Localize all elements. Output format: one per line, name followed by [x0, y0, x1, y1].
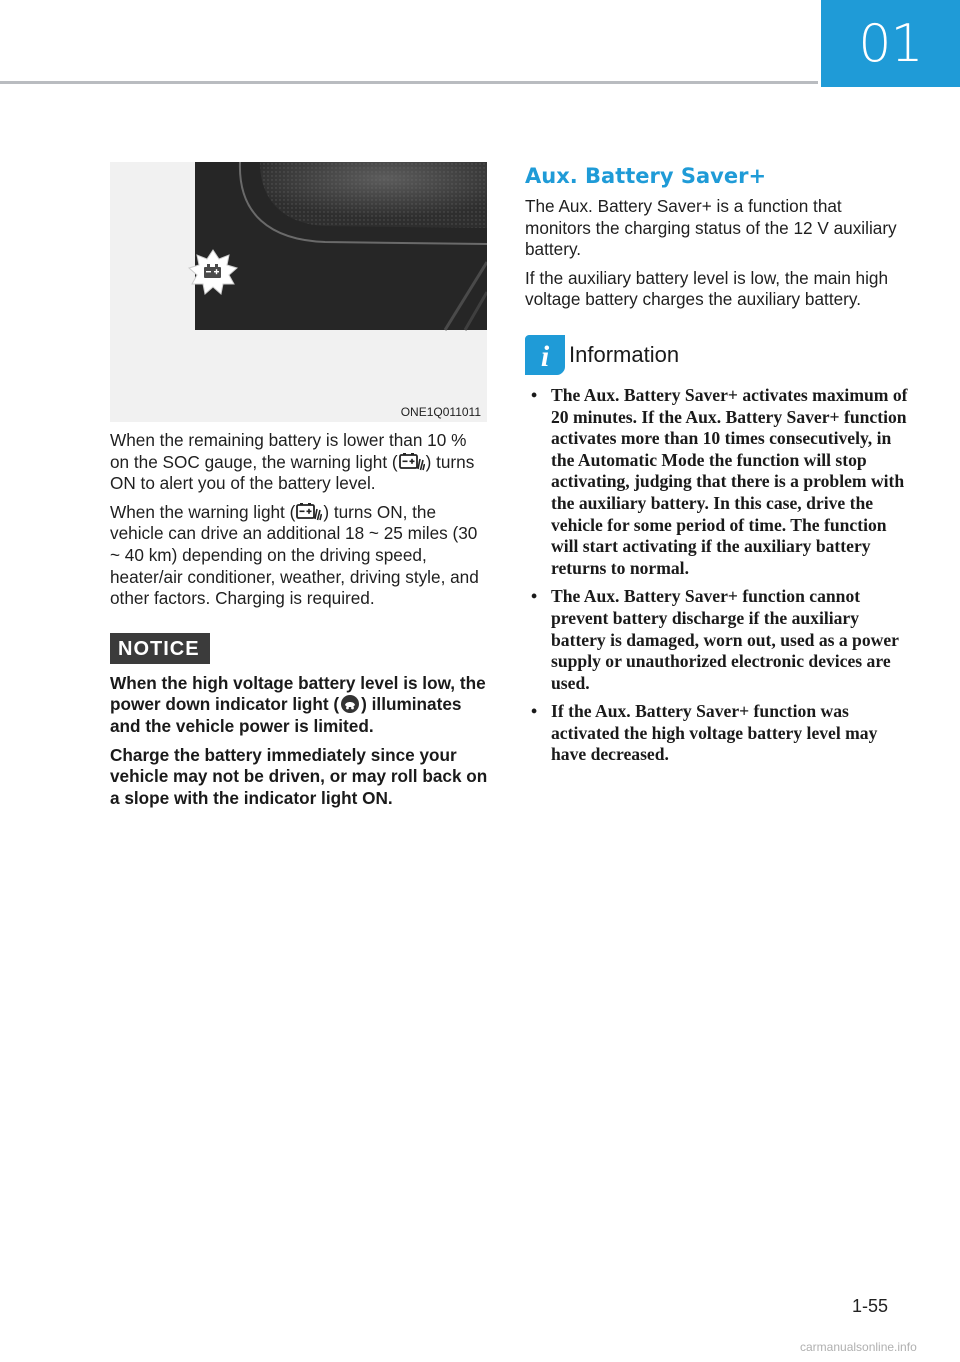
notice-badge: NOTICE [110, 633, 210, 664]
svg-text:i: i [540, 339, 550, 373]
dashboard-figure [110, 162, 487, 422]
list-item: • The Aux. Battery Saver+ function cannot prevent battery discharge if the auxiliary battery is damaged, worn out, used as a power supply or unauthorized electronic devices are used. [525, 586, 910, 694]
notice-paragraph-2: Charge the battery immediately since your vehicle may not be driven, or may roll back on a slope with the indicator light ON. [110, 744, 488, 808]
battery-warning-paragraph [110, 430, 490, 495]
figure-code: ONE1Q011011 [400, 405, 481, 419]
notice-paragraph-1 [110, 673, 490, 738]
notice-text-before: When the high voltage battery level is low, the power down indicator light ( [110, 672, 486, 715]
battery-warning-icon [296, 502, 322, 522]
driving-range-paragraph [110, 502, 490, 610]
list-item: • The Aux. Battery Saver+ activates maximum of 20 minutes. If the Aux. Battery Saver+ function activates more than 10 times consecutively, in the Automatic Mode the function will stop activating, judging that there is a problem with the auxiliary battery. In this case, drive the vehicle for some period of time. The function will start activating if the auxiliary battery returns to normal. [525, 385, 910, 579]
para1-text-after: ) turns ON to alert you of the battery level. [110, 451, 475, 494]
para1-text-before: When the remaining battery is lower than 10 % on the SOC gauge, the warning light ( [110, 430, 467, 472]
para2-text-before: When the warning light ( [110, 501, 296, 522]
chapter-number: 01 [858, 13, 923, 74]
battery-warning-icon [399, 452, 425, 472]
information-list [525, 385, 910, 766]
left-column [110, 430, 490, 816]
para2-text-after: ) turns ON, the vehicle can drive an additional 18 ~ 25 miles (30 ~ 40 km) depending on the driving speed, heater/air conditioner, weather, driving style, and other factors. Charging is required. [110, 501, 479, 609]
power-down-icon [340, 694, 360, 714]
aux-saver-description: The Aux. Battery Saver+ is a function that monitors the charging status of the 12 V auxiliary battery. [525, 196, 897, 260]
right-column [525, 160, 910, 773]
notice-text-after: ) illuminates and the vehicle power is limited. [110, 694, 462, 736]
information-title: Information [569, 341, 680, 367]
list-item: • If the Aux. Battery Saver+ function was activated the high voltage battery level may have decreased. [525, 701, 910, 766]
information-header [525, 335, 910, 375]
chapter-tab [821, 0, 960, 87]
info-icon [525, 335, 565, 375]
watermark: carmanualsonline.info [800, 1340, 917, 1354]
section-title: Aux. Battery Saver+ [525, 164, 767, 188]
cluster-illustration [110, 162, 487, 422]
page-number: 1-55 [852, 1296, 889, 1316]
aux-saver-charging: If the auxiliary battery level is low, the main high voltage battery charges the auxiliary battery. [525, 267, 889, 310]
header-rule [0, 81, 818, 84]
